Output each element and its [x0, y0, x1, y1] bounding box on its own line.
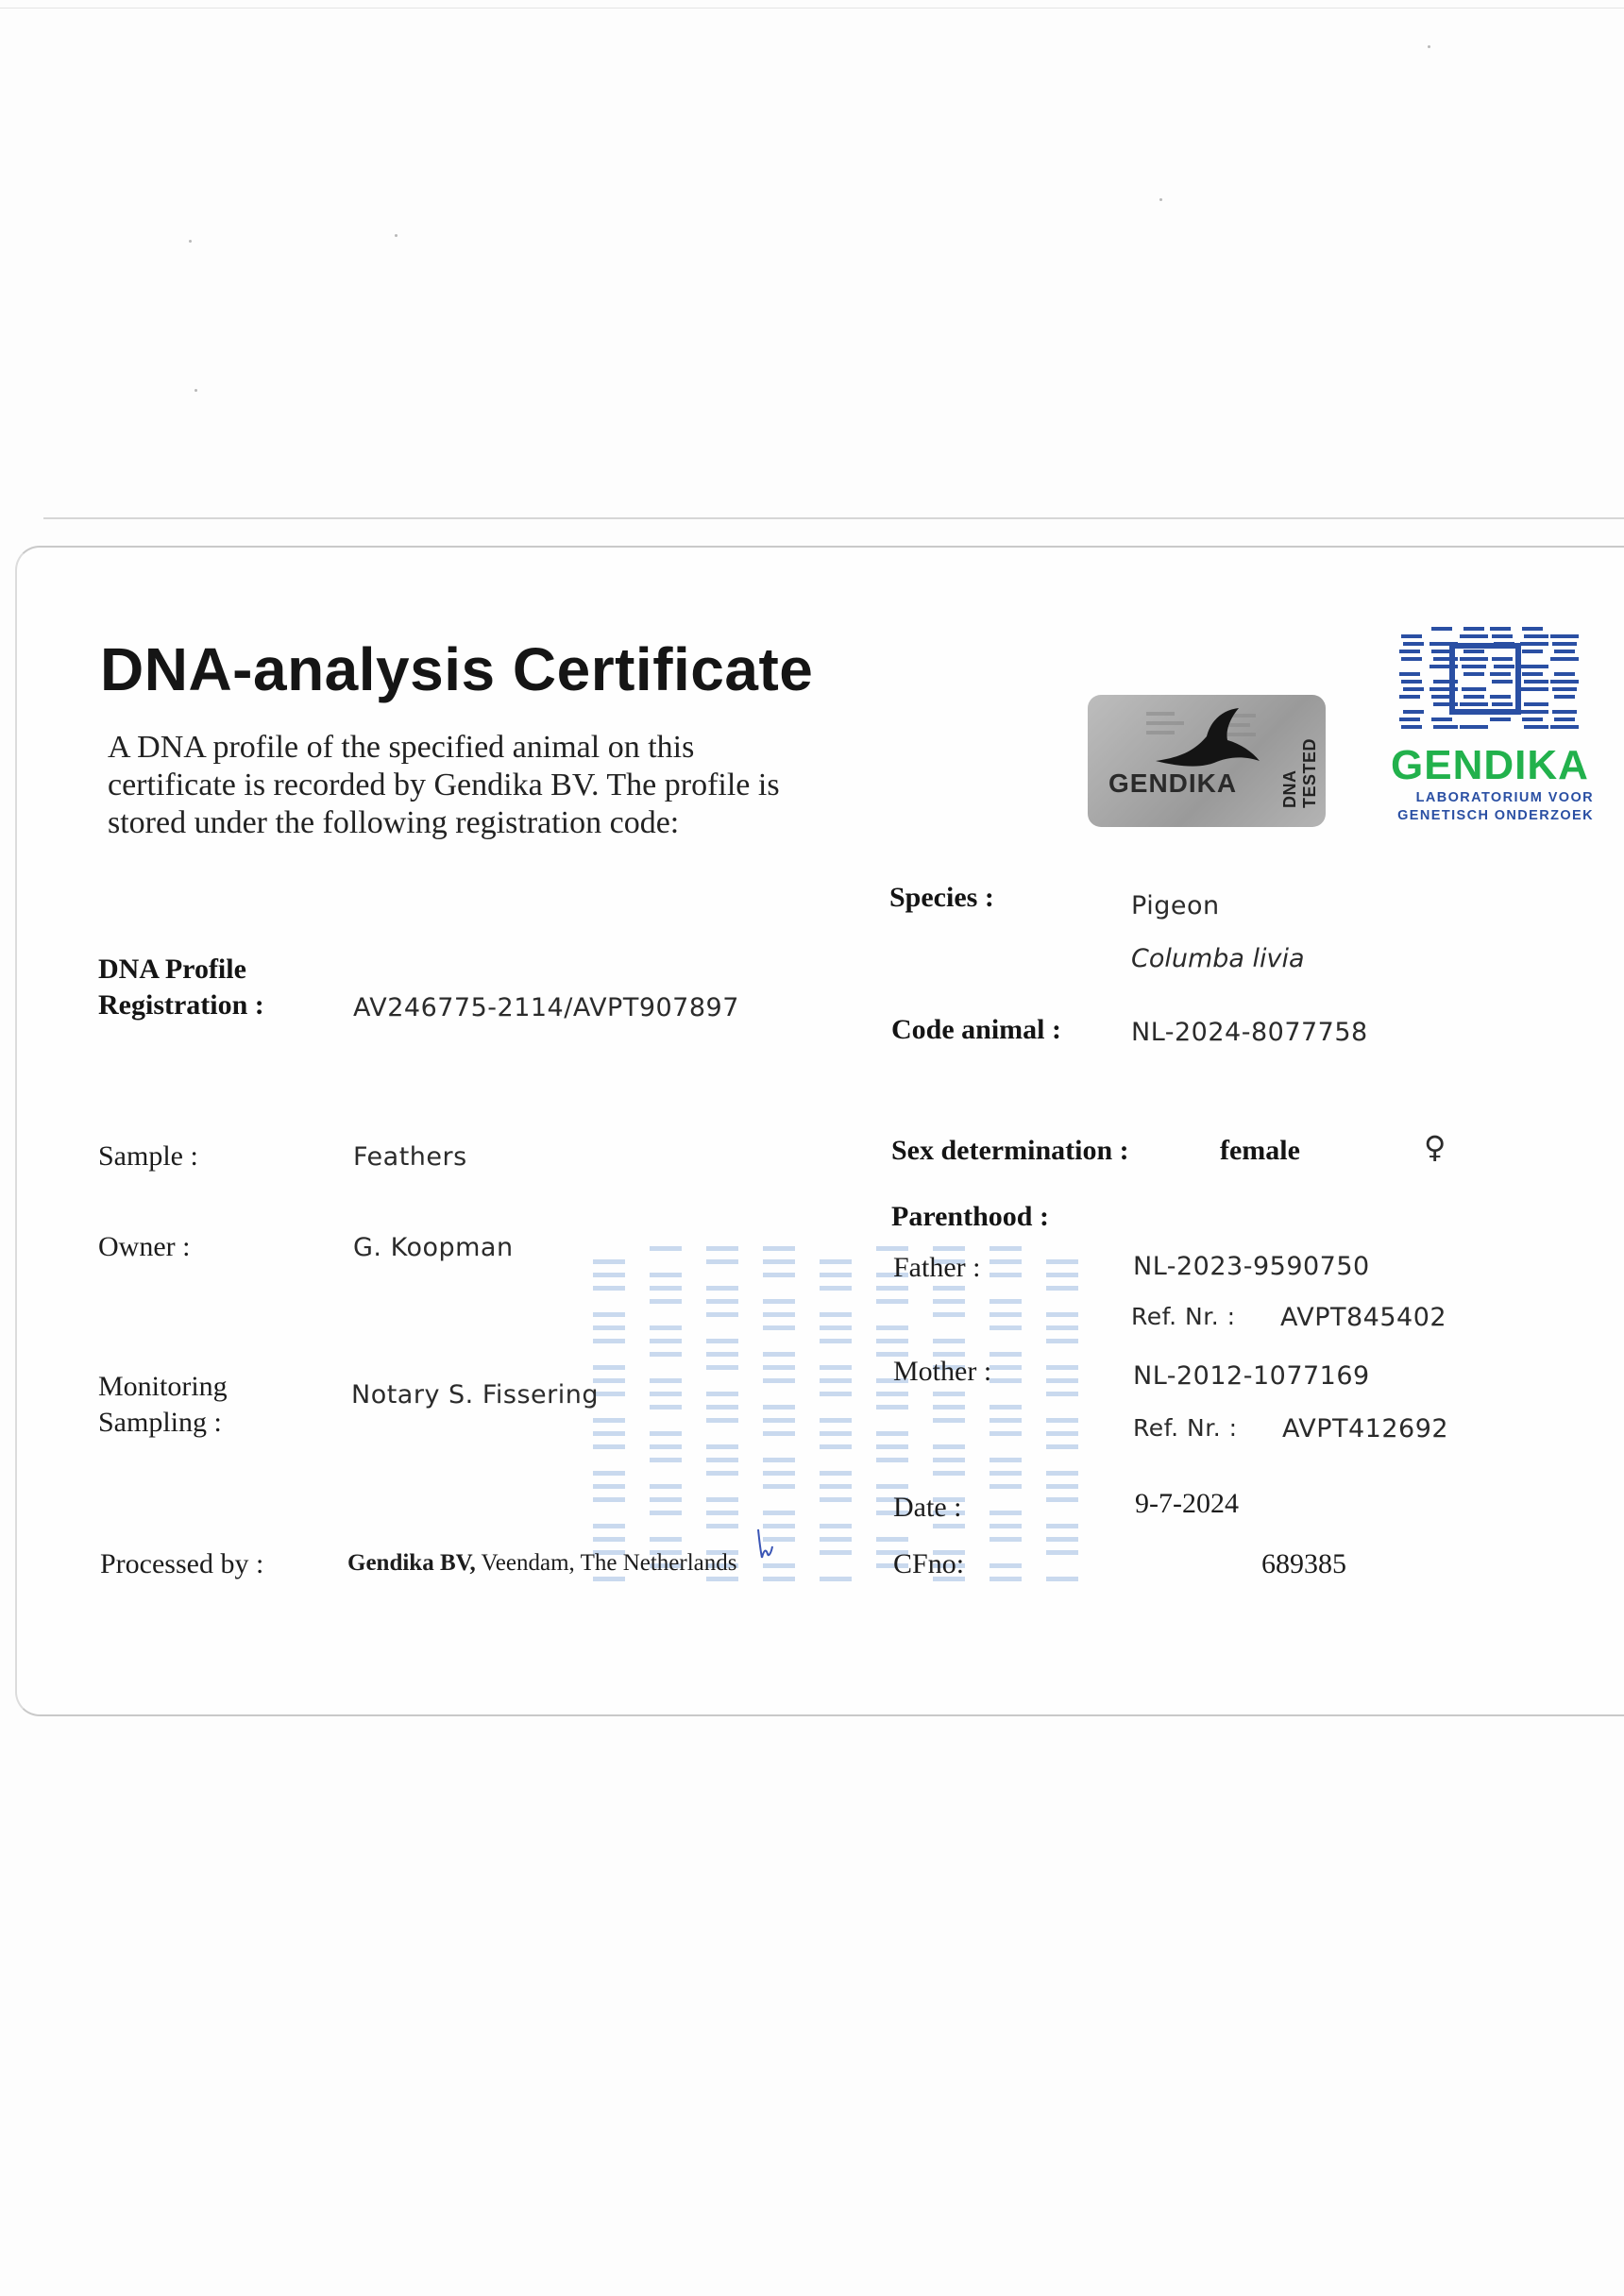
mother-ref-value: AVPT412692 [1282, 1414, 1449, 1443]
species-common: Pigeon [1131, 891, 1220, 920]
sex-label: Sex determination : [891, 1135, 1129, 1166]
certificate-top-edge [43, 517, 1624, 519]
processed-by-location: Veendam, The Netherlands [475, 1550, 737, 1576]
seal-text: GENDIKA [1108, 768, 1238, 798]
gendika-tagline-line1: LABORATORIUM VOOR [1415, 790, 1594, 805]
certificate-card [15, 546, 1624, 1716]
registration-label-line1: DNA Profile [98, 954, 246, 985]
parenthood-label: Parenthood : [891, 1201, 1049, 1232]
father-ref-label: Ref. Nr. : [1131, 1303, 1236, 1330]
scan-speck [1159, 198, 1162, 201]
intro-text: A DNA profile of the specified animal on this certificate is recorded by Gendika BV. The profile is stored under the following registration code: [108, 730, 780, 840]
father-label: Father : [893, 1252, 981, 1283]
scan-speck [1428, 45, 1430, 48]
seal-vertical-text: DNA TESTED [1280, 737, 1319, 808]
processed-by-value [347, 1550, 737, 1577]
processed-by-company: Gendika BV, [347, 1550, 476, 1576]
gendika-tagline-line2: GENETISCH ONDERZOEK [1397, 808, 1594, 823]
registration-code: AV246775-2114/AVPT907897 [353, 993, 739, 1022]
female-symbol-icon: ♀ [1424, 1129, 1446, 1165]
processed-by-label: Processed by : [100, 1548, 264, 1579]
gendika-logo [1386, 623, 1594, 825]
cfno-label: CFno: [893, 1548, 965, 1579]
page-title: DNA-analysis Certificate [100, 635, 814, 703]
mother-label: Mother : [893, 1356, 992, 1387]
cfno-value: 689385 [1261, 1548, 1346, 1579]
monitoring-value: Notary S. Fissering [351, 1380, 599, 1410]
signature-mark [754, 1528, 775, 1560]
sample-value: Feathers [353, 1142, 467, 1172]
mother-ref-label: Ref. Nr. : [1133, 1414, 1238, 1442]
gendika-dna-logo-icon [1386, 623, 1594, 734]
sex-value: female [1220, 1135, 1300, 1166]
species-latin: Columba livia [1131, 944, 1305, 973]
date-label: Date : [893, 1492, 962, 1523]
sample-label: Sample : [98, 1140, 198, 1172]
species-label: Species : [889, 882, 994, 913]
code-animal-value: NL-2024-8077758 [1131, 1018, 1368, 1047]
owner-value: G. Koopman [353, 1233, 514, 1262]
scan-speck [195, 389, 197, 392]
scan-speck [395, 234, 398, 237]
owner-label: Owner : [98, 1231, 191, 1262]
code-animal-label: Code animal : [891, 1014, 1061, 1045]
monitoring-label-line1: Monitoring [98, 1371, 228, 1402]
dna-tested-seal [1088, 695, 1326, 827]
dna-watermark [593, 1246, 1122, 1595]
scan-speck [189, 240, 192, 243]
monitoring-label-line2: Sampling : [98, 1407, 222, 1438]
gendika-wordmark: GENDIKA [1391, 742, 1589, 788]
mother-value: NL-2012-1077169 [1133, 1361, 1370, 1391]
father-ref-value: AVPT845402 [1280, 1303, 1447, 1332]
father-value: NL-2023-9590750 [1133, 1252, 1370, 1281]
date-value: 9-7-2024 [1135, 1488, 1239, 1519]
registration-label-line2: Registration : [98, 989, 264, 1021]
seal-bird-icon [1137, 702, 1269, 778]
